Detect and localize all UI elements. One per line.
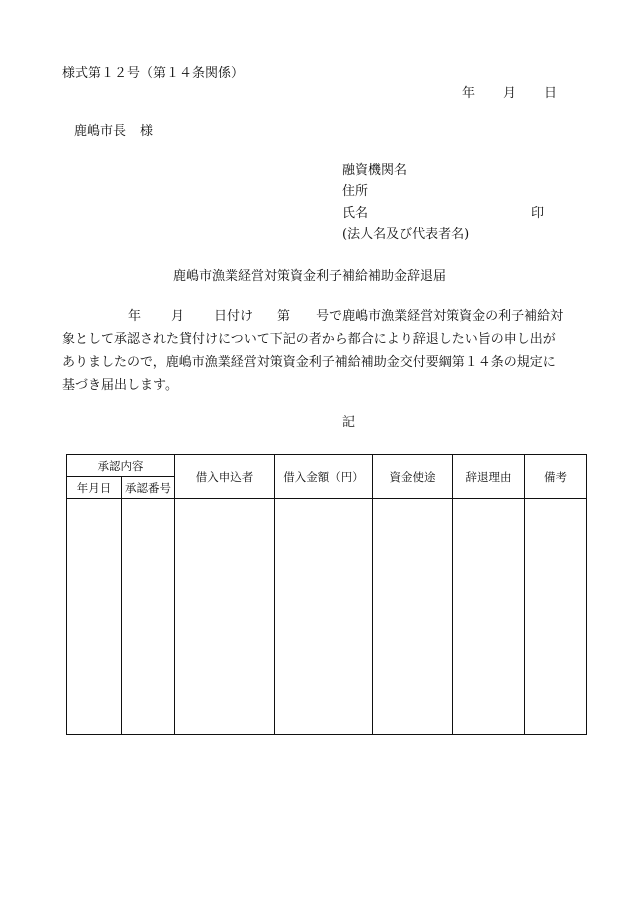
record-table <box>66 454 587 735</box>
use-cell[interactable] <box>373 499 453 735</box>
addressee <box>74 124 153 140</box>
body-no: 第 <box>277 309 291 324</box>
body-paragraph <box>62 305 582 397</box>
seal-mark: 印 <box>531 206 545 221</box>
applicant-cell[interactable] <box>175 499 275 735</box>
remarks-header: 備考 <box>525 455 587 499</box>
document-title: 鹿嶋市漁業経営対策資金利子補給補助金辞退届 <box>173 269 447 284</box>
date-day-label: 日 <box>544 86 558 101</box>
reason-header: 辞退理由 <box>453 455 525 499</box>
applicant-header: 借入申込者 <box>175 455 275 499</box>
sender-note: (法人名及び代表者名) <box>342 227 470 242</box>
body-line-4: 基づき届出します。 <box>62 378 178 393</box>
body-line-3: ありましたので，鹿嶋市漁業経営対策資金利子補給補助金交付要綱第１４条の規定に <box>62 355 556 370</box>
amount-header: 借入金額（円） <box>275 455 373 499</box>
body-month: 月 <box>171 309 185 324</box>
ki-heading: 記 <box>342 415 356 430</box>
use-header: 資金使途 <box>373 455 453 499</box>
date-cell[interactable] <box>67 499 122 735</box>
body-line1-rest: 号で鹿嶋市漁業経営対策資金の利子補給対 <box>316 309 564 324</box>
amount-cell[interactable] <box>275 499 373 735</box>
submission-date <box>462 86 557 102</box>
addressee-honorific: 様 <box>140 124 154 139</box>
body-day: 日付け <box>214 309 254 324</box>
reason-cell[interactable] <box>453 499 525 735</box>
body-line-2: 象として承認された貸付けについて下記の者から都合により辞退したい旨の申し出が <box>62 332 556 347</box>
table-row <box>67 499 587 735</box>
date-month-label: 月 <box>503 86 517 101</box>
sender-institution-label: 融資機関名 <box>342 163 408 178</box>
sender-name-label: 氏名 <box>342 206 369 221</box>
date-header: 年月日 <box>67 477 122 499</box>
approval-group-header: 承認内容 <box>67 455 175 477</box>
addressee-name: 鹿嶋市長 <box>74 124 127 139</box>
sender-address-label: 住所 <box>342 184 369 199</box>
remarks-cell[interactable] <box>525 499 587 735</box>
form-number: 様式第１２号（第１４条関係） <box>62 66 245 81</box>
approval-no-header: 承認番号 <box>122 477 175 499</box>
table-header-row <box>67 455 587 477</box>
body-year: 年 <box>128 309 142 324</box>
date-year-label: 年 <box>462 86 476 101</box>
approval-no-cell[interactable] <box>122 499 175 735</box>
body-line-1 <box>62 305 582 328</box>
